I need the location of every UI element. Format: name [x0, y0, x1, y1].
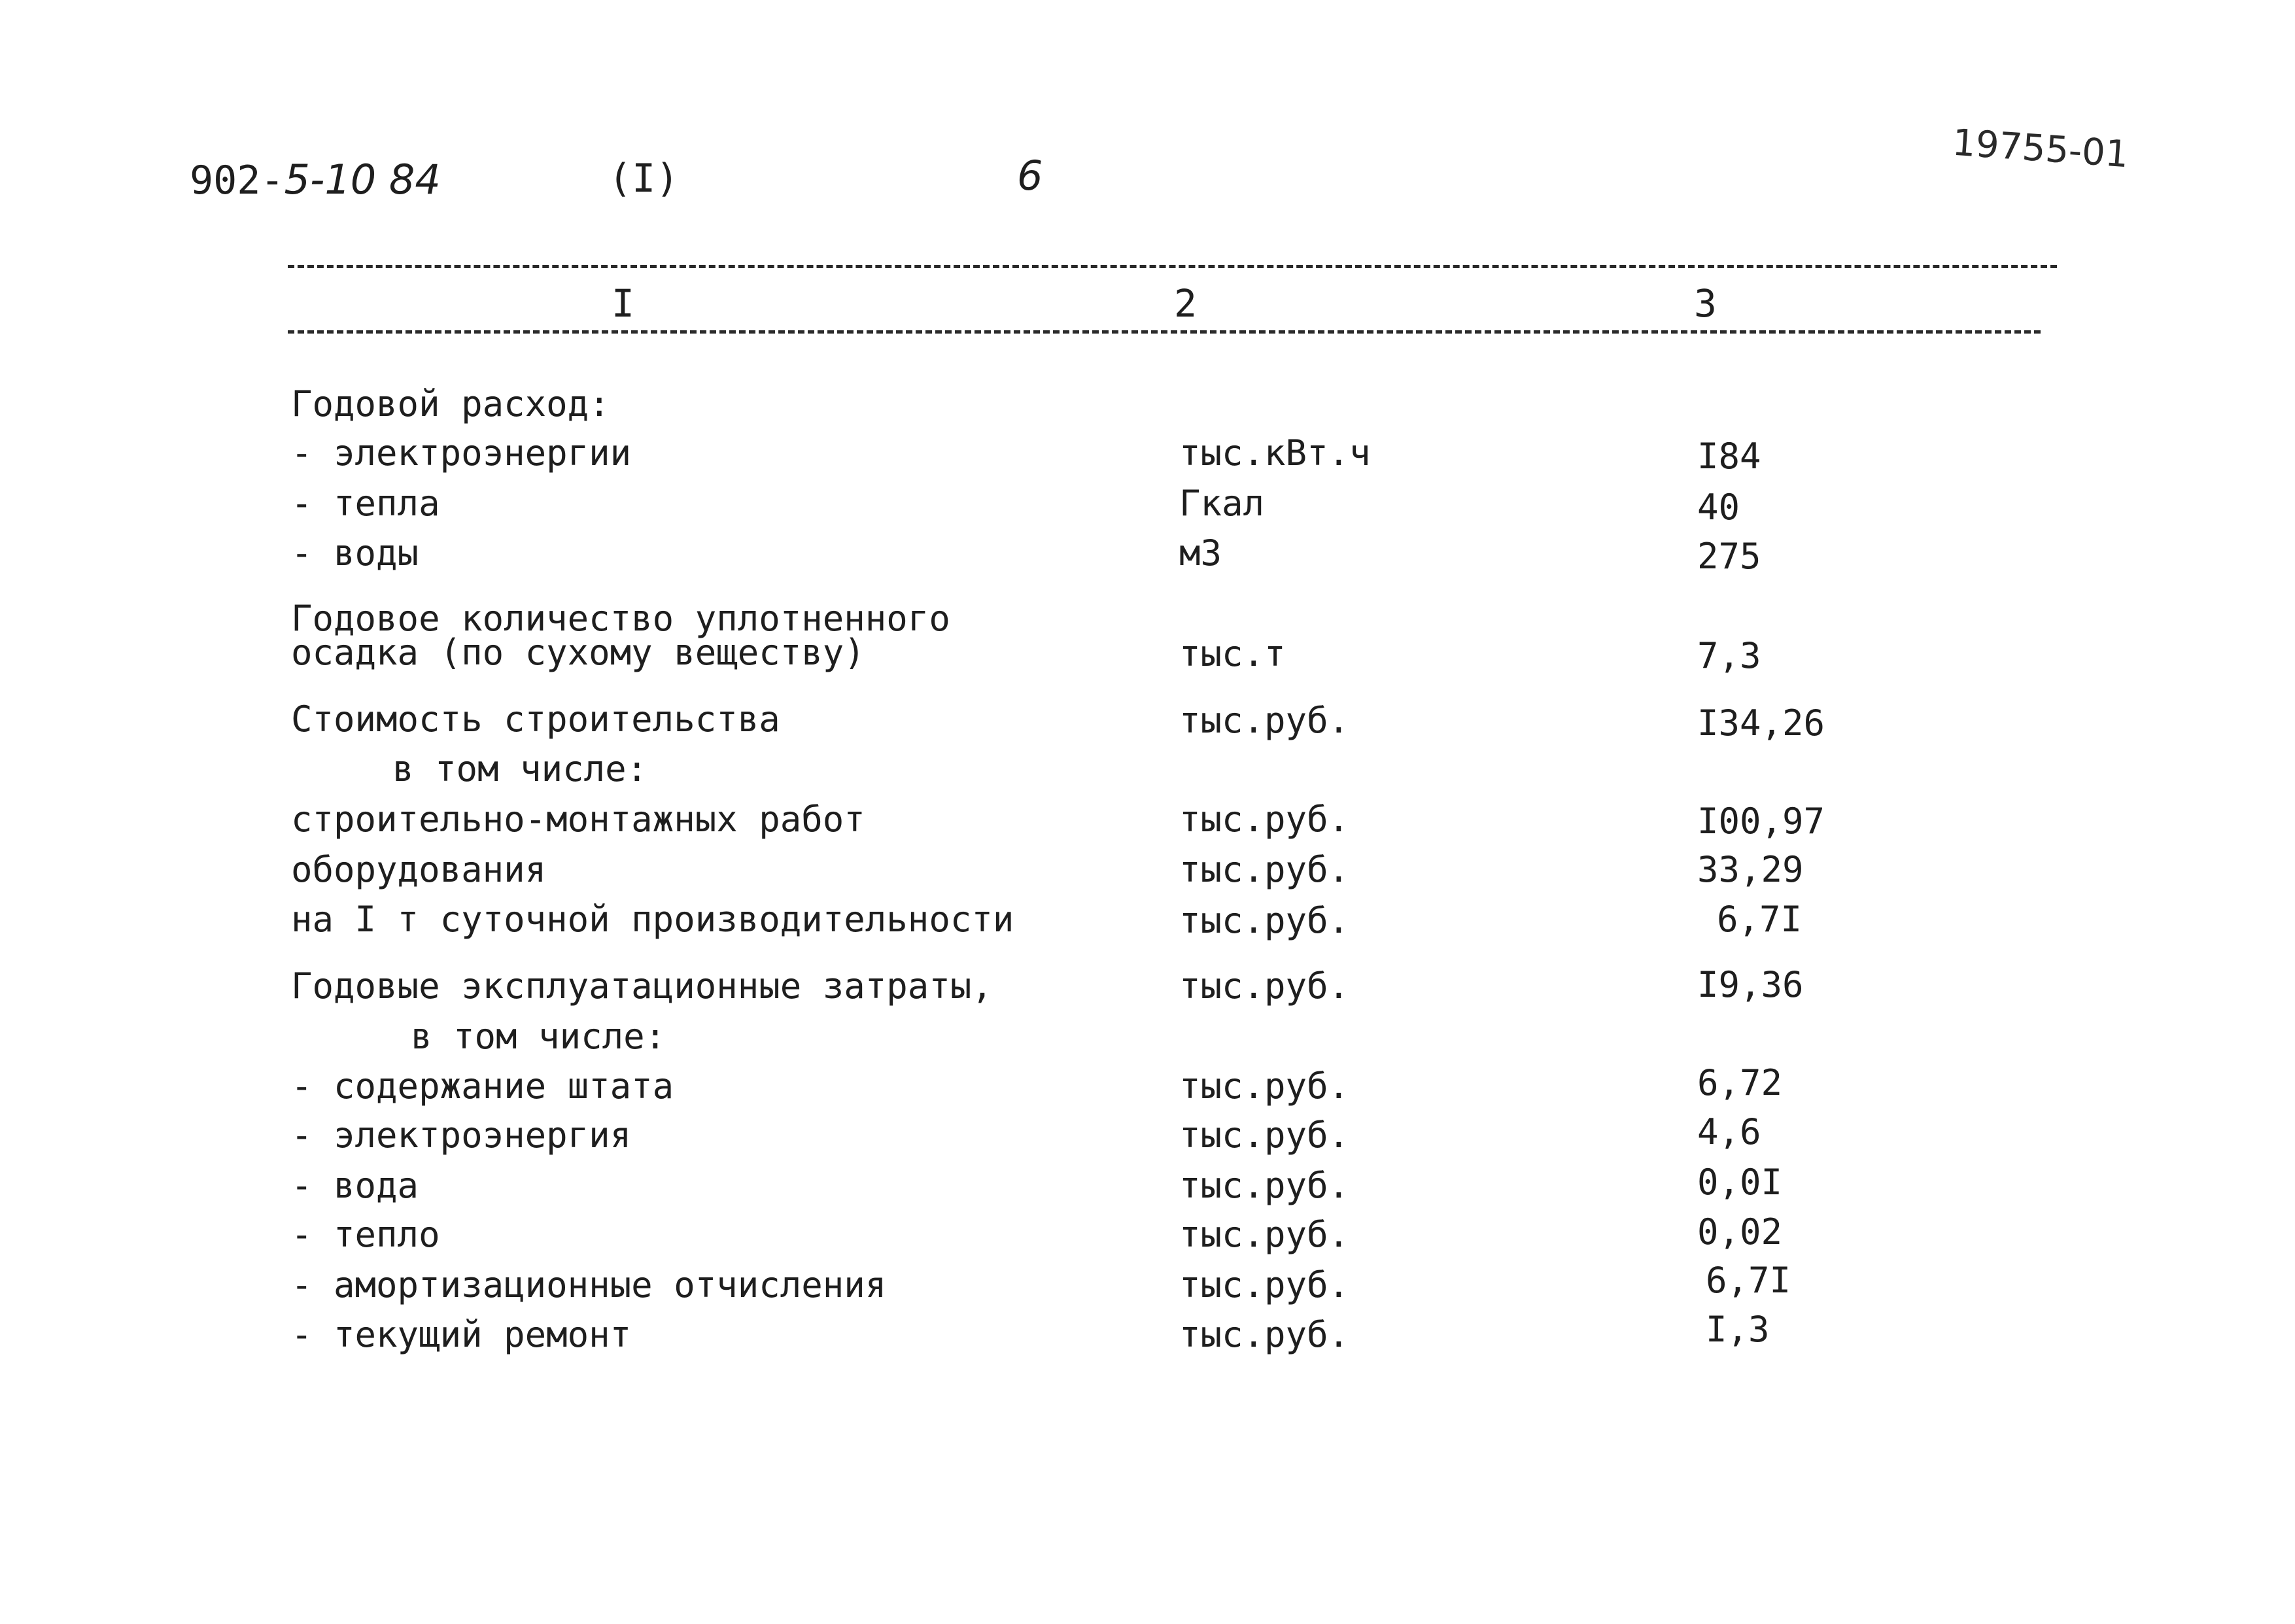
row-value: 33,29 — [1697, 849, 1804, 890]
row-value: I,3 — [1706, 1309, 1770, 1350]
table-top-rule — [288, 265, 2057, 268]
row-label: - воды — [291, 532, 419, 574]
row-unit: тыс.т — [1179, 633, 1286, 674]
row-unit: тыс.руб. — [1179, 900, 1350, 941]
row-unit: Гкал — [1179, 483, 1265, 524]
row-value: I34,26 — [1697, 702, 1825, 744]
row-label: - электроэнергия — [291, 1114, 632, 1156]
row-label: - вода — [291, 1165, 419, 1206]
registration-stamp: 19755-01 — [1951, 121, 2130, 177]
row-value: I84 — [1697, 436, 1761, 477]
row-unit: тыс.руб. — [1179, 1214, 1350, 1255]
part-number: (I) — [608, 156, 680, 201]
row-value: 6,7I — [1717, 899, 1803, 940]
row-unit: м3 — [1179, 532, 1222, 574]
row-label: Годовой расход: — [291, 383, 610, 424]
row-label: на I т суточной производительности — [291, 899, 1014, 940]
table-header-bottom-rule — [288, 330, 2041, 334]
row-value: 40 — [1697, 487, 1740, 528]
row-label: Годовое количество уплотненного — [291, 598, 950, 639]
page-number: 6 — [1017, 152, 1043, 199]
row-label: - содержание штата — [291, 1065, 674, 1107]
row-unit: тыс.руб. — [1179, 700, 1350, 741]
row-label: - текущий ремонт — [291, 1314, 632, 1355]
row-unit: тыс.руб. — [1179, 1065, 1350, 1107]
row-label: в том числе: — [411, 1016, 666, 1057]
row-unit: тыс.руб. — [1179, 1114, 1350, 1156]
column-number-1: I — [612, 281, 634, 326]
document-code-printed: 902- — [190, 158, 285, 203]
document-code — [190, 156, 441, 203]
row-label: Годовые эксплуатационные затраты, — [291, 965, 993, 1007]
row-value: 7,3 — [1697, 635, 1761, 676]
row-unit: тыс.руб. — [1179, 849, 1350, 890]
row-value: 0,0I — [1697, 1162, 1783, 1203]
row-value: 275 — [1697, 536, 1761, 577]
row-label: оборудования — [291, 849, 547, 890]
row-unit: тыс.кВт.ч — [1179, 432, 1371, 474]
row-unit: тыс.руб. — [1179, 965, 1350, 1007]
row-label: осадка (по сухому веществу) — [291, 632, 865, 673]
document-code-handwritten: 5-10 84 — [284, 156, 441, 203]
column-number-3: 3 — [1694, 281, 1717, 326]
row-value: 6,7I — [1706, 1260, 1791, 1301]
row-value: 4,6 — [1697, 1111, 1761, 1152]
row-unit: тыс.руб. — [1179, 1264, 1350, 1305]
row-unit: тыс.руб. — [1179, 799, 1350, 840]
column-number-2: 2 — [1174, 281, 1197, 326]
row-unit: тыс.руб. — [1179, 1165, 1350, 1206]
row-label: Стоимость строительства — [291, 699, 780, 740]
row-label: в том числе: — [392, 748, 648, 789]
row-label: - электроэнергии — [291, 432, 632, 474]
row-label: строительно-монтажных работ — [291, 799, 865, 840]
row-label: - тепло — [291, 1214, 440, 1255]
row-label: - амортизационные отчисления — [291, 1264, 887, 1305]
row-value: I9,36 — [1697, 964, 1804, 1005]
row-value: 6,72 — [1697, 1062, 1783, 1103]
row-value: I00,97 — [1697, 801, 1825, 842]
row-label: - тепла — [291, 483, 440, 524]
row-value: 0,02 — [1697, 1211, 1783, 1253]
row-unit: тыс.руб. — [1179, 1314, 1350, 1355]
